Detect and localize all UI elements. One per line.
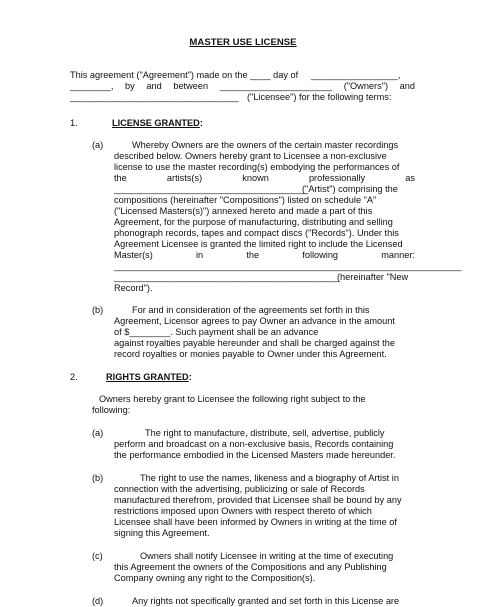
s1a-line-5b: ("Artist") comprising the [302,184,398,194]
s2c-line: Owners shall notify Licensee in writing at the time of executing [140,551,394,561]
intro-line-1b: _________________, [311,70,401,80]
s2b-line: connection with the advertising, publicizing or sale of Records [114,484,365,494]
s1a-line: ("Licensed Masters(s)") annexed hereto and made a part of this [114,206,373,216]
s1b-line: record royalties or monies payable to Owner under this Agreement. [114,349,387,359]
s1b-line: of $________. Such payment shall be an advance [114,327,319,337]
s1a-artist-blank: ______________________________________ [114,184,309,194]
intro-l2-word: by [125,81,135,91]
s1a-line: phonograph records, tapes and compact discs ("Records"). Under this [114,228,399,238]
intro-line-3a: _________________________________ [70,92,239,102]
s1a-manner-blank: ____________________________________________________________________ [114,261,462,271]
s1a-label: (a) [92,140,104,150]
s1a-word: professionally [308,173,366,183]
s1a-line: Whereby Owners are the owners of the certain master recordings [132,140,399,150]
s2b-label: (b) [92,473,104,483]
intro-l2-word: and [146,81,162,91]
s1a-line: described below. Owners hereby grant to Licensee a non-exclusive [114,151,387,161]
section-1-number: 1. [70,118,78,128]
s1b-line: against royalties payable hereunder and shall be charged against the [114,338,395,348]
s1a-word: the [246,250,260,260]
s2a-label: (a) [92,428,104,438]
s1a-word: artists(s) [166,173,203,183]
s2b-line: manufactured therefrom, provided that Licensee shall be bound by any [114,495,402,505]
s1a-word: in [195,250,204,260]
s2d-line: Any rights not specifically granted and set forth in this License are [132,596,400,606]
s1a-line-14: Record"). [114,283,153,293]
s1a-new-record-blank: ____________________________________________ [114,272,339,282]
intro-l2-word: ("Owners") [343,81,389,91]
section-2-heading-colon: : [188,372,192,382]
s2c-line: Company owning any right to the Composition(s). [114,573,316,583]
s1a-line-13b: (hereinafter "New [337,272,409,282]
intro-l2-owner-blank: ______________________ [219,81,333,91]
s1a-line-4 [114,173,415,184]
s1a-line-11 [114,250,415,261]
s2c-label: (c) [92,551,103,561]
s1a-word: known [242,173,269,183]
intro-l2-word: and [399,81,415,91]
intro-line-2 [70,81,415,92]
s1a-line: license to use the master recording(s) embodying the performances of [114,162,400,172]
s1a-word: the [114,173,127,183]
s1a-line: compositions (hereinafter "Compositions") listed on schedule "A" [114,195,377,205]
intro-l2-date-blank: ________, [70,81,114,91]
s1a-line: Agreement Licensee is granted the limited right to include the Licensed [114,239,403,249]
intro-line-1a: This agreement ("Agreement") made on the ____ day of [70,70,299,80]
s2b-line: signing this Agreement. [114,528,210,538]
section-2-number: 2. [70,372,78,382]
s2a-line: perform and broadcast on a non-exclusive basis, Records containing [114,439,394,449]
section-1-heading [112,118,203,129]
s2a-line: the performance embodied in the Licensed Masters made hereunder. [114,450,396,460]
intro-l2-word: between [173,81,209,91]
s2b-line: The right to use the names, likeness and a biography of Artist in [140,473,399,483]
s1a-word: following [302,250,339,260]
document-title: MASTER USE LICENSE [189,37,297,48]
s2a-line: The right to manufacture, distribute, sell, advertise, publicly [145,428,385,438]
s2-intro-line: Owners hereby grant to Licensee the following right subject to the [99,394,366,404]
section-1-heading-text: LICENSE GRANTED [112,118,200,128]
s2c-line: this Agreement the owners of the Compositions and any Publishing [114,562,387,572]
s1a-word: manner: [381,250,415,260]
section-2-heading [106,372,192,383]
section-2-heading-text: RIGHTS GRANTED [106,372,189,382]
s2-intro-line: following: [92,405,131,415]
s1a-word: Master(s) [114,250,153,260]
s1b-line: Agreement, Licensor agrees to pay Owner an advance in the amount [114,316,395,326]
s1a-line: Agreement, for the purpose of manufacturing, distributing and selling [114,217,393,227]
section-1-heading-colon: : [199,118,203,128]
intro-line-3b: ("Licensee") for the following terms: [247,92,392,102]
s2b-line: Licensee shall have been informed by Owners in writing at the time of [114,517,397,527]
s2d-label: (d) [92,596,104,606]
s1b-label: (b) [92,305,104,315]
s1b-line: For and in consideration of the agreements set forth in this [132,305,370,315]
s2b-line: restrictions imposed upon Owners with respect thereto of which [114,506,372,516]
s1a-word: as [405,173,415,183]
